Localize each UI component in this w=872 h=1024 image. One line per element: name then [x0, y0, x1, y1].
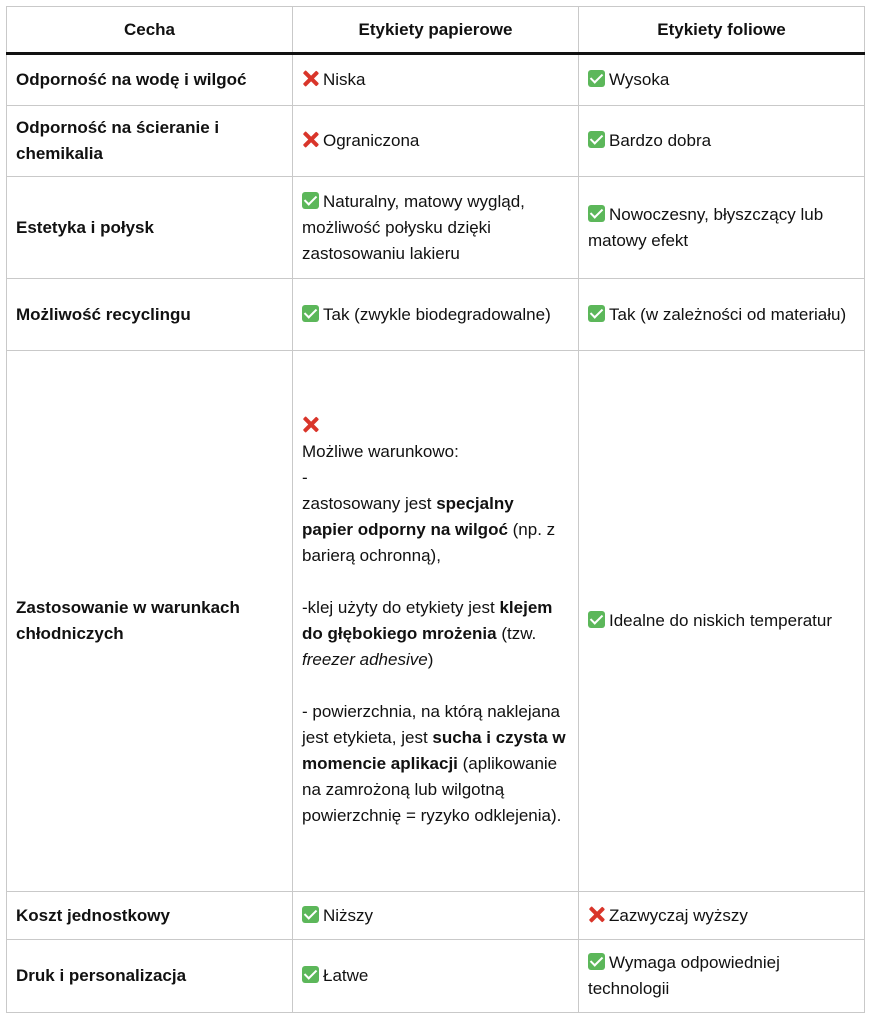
paper-cell — [293, 940, 579, 1013]
condition-2-mid: (tzw. — [496, 624, 537, 643]
cross-mark-icon — [588, 906, 605, 923]
paper-cell-text: Ograniczona — [323, 131, 420, 150]
header-paper-labels: Etykiety papierowe — [293, 7, 579, 54]
condition-2-italic: freezer adhesive — [302, 650, 428, 669]
condition-1-bold: specjalny papier odporny na wilgoć — [302, 494, 514, 539]
check-mark-icon — [588, 70, 605, 87]
paper-cell — [293, 892, 579, 940]
table-header — [7, 7, 865, 54]
condition-dash: - — [302, 468, 308, 487]
feature-cell: Odporność na ścieranie i chemikalia — [7, 106, 293, 177]
paper-cell-text: Naturalny, matowy wygląd, możliwość połysku dzięki zastosowaniu lakieru — [302, 191, 525, 263]
feature-cell: Zastosowanie w warunkach chłodniczych — [7, 351, 293, 892]
cross-mark-icon — [302, 131, 319, 148]
feature-cell: Odporność na wodę i wilgoć — [7, 54, 293, 106]
table-row — [7, 940, 865, 1013]
foil-cell — [579, 279, 865, 351]
table-row — [7, 106, 865, 177]
foil-cell-text: Nowoczesny, błyszczący lub matowy efekt — [588, 204, 824, 250]
comparison-table — [6, 6, 865, 1013]
table-row — [7, 351, 865, 892]
paper-cell-text: Łatwe — [323, 966, 369, 985]
condition-1-post: (np. z barierą ochronną), — [302, 520, 556, 565]
paper-cell-text: Tak (zwykle biodegradowalne) — [323, 304, 551, 324]
table-row — [7, 279, 865, 351]
paper-cell-text: Niska — [323, 70, 366, 89]
feature-cell: Druk i personalizacja — [7, 940, 293, 1013]
foil-cell — [579, 177, 865, 279]
header-row — [7, 7, 865, 54]
condition-2-pre: -klej użyty do etykiety jest — [302, 598, 500, 617]
cross-mark-icon — [302, 70, 319, 87]
condition-2-bold: klejem do głębokiego mrożenia — [302, 598, 553, 643]
feature-cell: Koszt jednostkowy — [7, 892, 293, 940]
foil-cell — [579, 351, 865, 892]
check-mark-icon — [302, 305, 319, 322]
foil-cell-text: Idealne do niskich temperatur — [609, 611, 833, 630]
table-body — [7, 54, 865, 1013]
check-mark-icon — [588, 131, 605, 148]
check-mark-icon — [588, 305, 605, 322]
feature-cell: Możliwość recyclingu — [7, 279, 293, 351]
paper-cell — [293, 177, 579, 279]
condition-3-bold: sucha i czysta w momencie aplikacji — [302, 728, 566, 773]
table-row — [7, 54, 865, 106]
cross-line — [302, 413, 569, 439]
foil-cell — [579, 106, 865, 177]
foil-cell-text: Wymaga odpowiedniej technologii — [588, 953, 780, 998]
check-mark-icon — [588, 205, 605, 222]
paper-cell-text: Niższy — [323, 905, 374, 925]
check-mark-icon — [302, 192, 319, 209]
table-row — [7, 892, 865, 940]
paper-cell — [293, 106, 579, 177]
foil-cell-text: Wysoka — [609, 70, 670, 89]
table-row — [7, 177, 865, 279]
check-mark-icon — [302, 966, 319, 983]
check-mark-icon — [588, 953, 605, 970]
condition-1 — [302, 491, 569, 569]
condition-3-pre: - powierzchnia, na którą naklejana jest etykieta, jest — [302, 702, 560, 747]
header-feature: Cecha — [7, 7, 293, 54]
condition-intro: Możliwe warunkowo: — [302, 442, 459, 461]
cross-mark-icon — [302, 416, 319, 433]
foil-cell — [579, 940, 865, 1013]
condition-3-post: (aplikowanie na zamrożoną lub wilgotną powierzchnię = ryzyko odklejenia). — [302, 754, 562, 825]
check-mark-icon — [588, 611, 605, 628]
foil-cell-text: Tak (w zależności od materiału) — [609, 304, 847, 324]
header-foil-labels: Etykiety foliowe — [579, 7, 865, 54]
condition-3 — [302, 699, 569, 829]
condition-2 — [302, 595, 569, 673]
paper-cell — [293, 279, 579, 351]
foil-cell-text: Zazwyczaj wyższy — [609, 905, 748, 925]
foil-cell-text: Bardzo dobra — [609, 131, 712, 150]
paper-cell — [293, 54, 579, 106]
foil-cell — [579, 54, 865, 106]
spacer — [302, 569, 569, 595]
foil-cell — [579, 892, 865, 940]
condition-2-post: ) — [427, 650, 434, 669]
spacer — [302, 673, 569, 699]
feature-cell: Estetyka i połysk — [7, 177, 293, 279]
check-mark-icon — [302, 906, 319, 923]
paper-cell — [293, 351, 579, 892]
condition-1-pre: zastosowany jest — [302, 494, 437, 513]
